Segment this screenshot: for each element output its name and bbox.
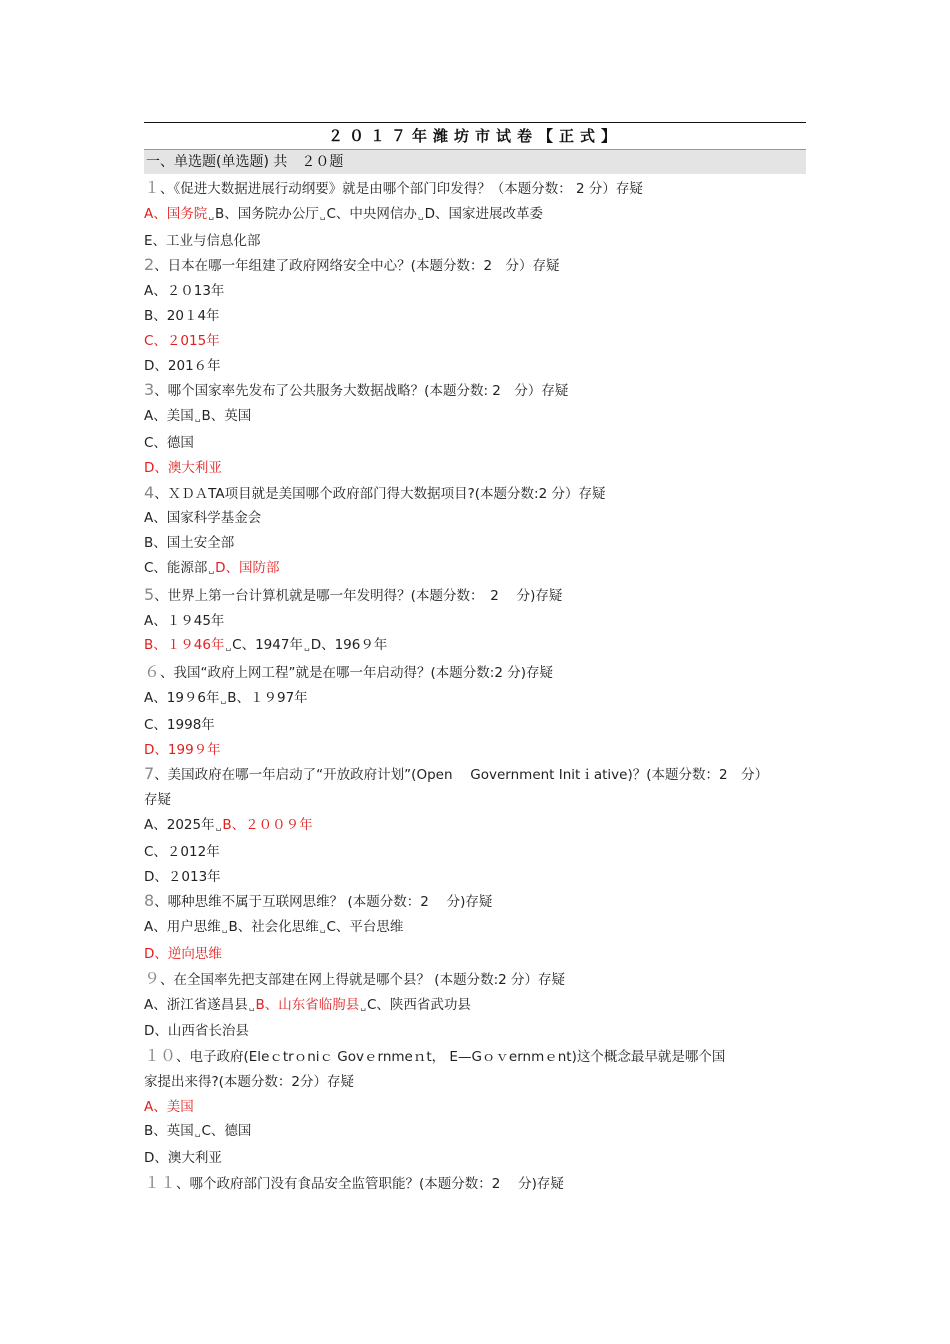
line-text: B、１９97年 bbox=[227, 689, 308, 706]
option-line bbox=[144, 915, 806, 942]
option-separator: ␣ bbox=[194, 413, 201, 424]
exam-page bbox=[144, 122, 806, 1197]
line-text: C、1947年 bbox=[232, 637, 303, 654]
option-line bbox=[144, 609, 806, 634]
line-text: D、196９年 bbox=[310, 637, 388, 654]
line-text: E、工业与信息化部 bbox=[144, 232, 261, 249]
option-line bbox=[144, 279, 806, 304]
line-text: D、２013年 bbox=[144, 868, 221, 885]
option-line bbox=[144, 229, 806, 254]
question-number: 3 bbox=[144, 380, 155, 400]
line-text: B、20１4年 bbox=[144, 307, 220, 324]
line-text: 、《促进大数据进展行动纲要》就是由哪个部门印发得？（本题分数： 2 分）存疑 bbox=[160, 181, 643, 197]
question-line bbox=[144, 1171, 806, 1197]
question-line bbox=[144, 1044, 806, 1070]
line-text: D、山西省长治县 bbox=[144, 1023, 249, 1040]
question-number: 7 bbox=[144, 764, 155, 784]
correct-answer: D、国防部 bbox=[215, 559, 280, 576]
line-text: A、１９45年 bbox=[144, 612, 225, 629]
option-separator: ␣ bbox=[215, 821, 222, 832]
line-text: 、哪个国家率先发布了公共服务大数据战略？(本题分数: 2 分）存疑 bbox=[154, 383, 569, 400]
line-text: 、电子政府(Eleｃtrｏniｃ Govｅrnmeｎt， E—Gｏｖernmｅnt)这个概念最早就是哪个国 bbox=[176, 1049, 726, 1066]
line-text: C、1998年 bbox=[144, 716, 215, 733]
option-line bbox=[144, 633, 806, 660]
section-header: 一、单选题(单选题) 共 ２０题 bbox=[144, 150, 806, 174]
line-text: C、德国 bbox=[201, 1123, 252, 1140]
line-text: 、哪个政府部门没有食品安全监管职能？(本题分数：2 分)存疑 bbox=[176, 1176, 564, 1193]
line-text: 、日本在哪一年组建了政府网络安全中心？(本题分数：2 分）存疑 bbox=[154, 258, 560, 275]
line-text: A、国家科学基金会 bbox=[144, 510, 262, 527]
option-separator: ␣ bbox=[303, 642, 310, 653]
option-line bbox=[144, 404, 806, 431]
line-text: 存疑 bbox=[144, 792, 171, 809]
option-line bbox=[144, 1095, 806, 1120]
option-line bbox=[144, 942, 806, 967]
line-text: B、英国 bbox=[201, 408, 252, 425]
option-separator: ␣ bbox=[360, 1001, 366, 1012]
line-text: B、国务院办公厅 bbox=[214, 205, 319, 222]
line-text: 家提出来得?(本题分数：2分）存疑 bbox=[144, 1073, 355, 1090]
option-line bbox=[144, 788, 806, 813]
option-line bbox=[144, 686, 806, 713]
line-text: C、中央网信办 bbox=[326, 205, 417, 222]
question-number: ６ bbox=[144, 662, 161, 682]
option-line bbox=[144, 813, 806, 840]
question-line bbox=[144, 378, 806, 404]
line-text: 、美国政府在哪一年启动了“开放政府计划”(Open Government Initｉative)？(本题分数：2 分） bbox=[154, 767, 769, 784]
line-text: A、用户思维 bbox=[144, 919, 221, 936]
question-line bbox=[144, 481, 806, 507]
line-text: D、国家进展改革委 bbox=[424, 205, 544, 222]
option-line bbox=[144, 865, 806, 890]
line-text: 、我国“政府上网工程”就是在哪一年启动得？(本题分数:2 分)存疑 bbox=[160, 665, 553, 682]
correct-answer: A、美国 bbox=[144, 1098, 194, 1115]
line-text: B、国土安全部 bbox=[144, 535, 235, 552]
line-text: 、在全国率先把支部建在网上得就是哪个县？ (本题分数:2 分）存疑 bbox=[160, 971, 566, 988]
line-text: D、201６年 bbox=[144, 357, 221, 374]
line-text: A、美国 bbox=[144, 408, 194, 425]
option-separator: ␣ bbox=[248, 1001, 255, 1012]
option-separator: ␣ bbox=[220, 694, 227, 705]
question-line bbox=[144, 176, 806, 202]
option-separator: ␣ bbox=[208, 210, 214, 221]
option-separator: ␣ bbox=[417, 210, 424, 221]
line-text: 、ＸＤＡTA项目就是美国哪个政府部门得大数据项目?(本题分数:2 分）存疑 bbox=[154, 485, 606, 502]
line-text: A、浙江省遂昌县 bbox=[144, 996, 248, 1013]
question-line bbox=[144, 889, 806, 915]
option-line bbox=[144, 993, 806, 1020]
option-line bbox=[144, 431, 806, 456]
line-text: A、2025年 bbox=[144, 816, 215, 833]
correct-answer: D、澳大利亚 bbox=[144, 459, 222, 476]
option-line bbox=[144, 738, 806, 763]
option-line bbox=[144, 304, 806, 329]
correct-answer: A、国务院 bbox=[144, 205, 208, 222]
question-number: １０ bbox=[144, 1046, 177, 1066]
option-separator: ␣ bbox=[319, 924, 326, 935]
option-line bbox=[144, 1070, 806, 1095]
question-line bbox=[144, 660, 806, 686]
option-line bbox=[144, 531, 806, 556]
line-text: B、英国 bbox=[144, 1123, 194, 1140]
question-number: 8 bbox=[144, 891, 155, 911]
question-number: １１ bbox=[144, 1173, 177, 1193]
option-line bbox=[144, 456, 806, 481]
line-text: C、平台思维 bbox=[326, 919, 404, 936]
option-line bbox=[144, 354, 806, 379]
option-separator: ␣ bbox=[194, 1128, 201, 1139]
correct-answer: B、山东省临朐县 bbox=[255, 996, 360, 1013]
option-line bbox=[144, 1146, 806, 1171]
question-line bbox=[144, 583, 806, 609]
page-title: ２０１７年潍坊市试卷【正式】 bbox=[144, 123, 806, 150]
option-separator: ␣ bbox=[225, 642, 232, 653]
option-line bbox=[144, 1119, 806, 1146]
line-text: 、世界上第一台计算机就是哪一年发明得？(本题分数： 2 分)存疑 bbox=[154, 587, 563, 604]
question-number: １ bbox=[144, 178, 161, 197]
line-text: A、19９6年 bbox=[144, 689, 220, 706]
correct-answer: B、２００９年 bbox=[222, 816, 313, 833]
option-line bbox=[144, 506, 806, 531]
correct-answer: B、１９46年 bbox=[144, 637, 225, 654]
line-text: D、澳大利亚 bbox=[144, 1150, 222, 1167]
option-line bbox=[144, 1019, 806, 1044]
question-number: 5 bbox=[144, 584, 155, 604]
option-line bbox=[144, 329, 806, 354]
line-text: A、２０13年 bbox=[144, 283, 225, 300]
question-line bbox=[144, 967, 806, 993]
option-line bbox=[144, 713, 806, 738]
option-separator: ␣ bbox=[208, 564, 215, 575]
option-separator: ␣ bbox=[221, 924, 228, 935]
correct-answer: C、２015年 bbox=[144, 332, 220, 349]
question-line bbox=[144, 253, 806, 279]
line-text: B、社会化思维 bbox=[228, 919, 319, 936]
question-number: ９ bbox=[144, 968, 161, 988]
option-line bbox=[144, 840, 806, 865]
question-line bbox=[144, 762, 806, 788]
line-text: C、能源部 bbox=[144, 559, 208, 576]
line-text: C、陕西省武功县 bbox=[366, 996, 471, 1013]
option-line bbox=[144, 202, 806, 229]
line-text: C、２012年 bbox=[144, 843, 220, 860]
question-number: 4 bbox=[144, 482, 155, 502]
line-text: 、哪种思维不属于互联网思维？ (本题分数：2 分)存疑 bbox=[154, 894, 493, 911]
question-list bbox=[144, 176, 806, 1197]
question-number: 2 bbox=[144, 255, 155, 275]
option-separator: ␣ bbox=[319, 210, 326, 221]
correct-answer: D、逆向思维 bbox=[144, 945, 222, 962]
line-text: C、德国 bbox=[144, 434, 194, 451]
option-line bbox=[144, 556, 806, 583]
correct-answer: D、199９年 bbox=[144, 741, 221, 758]
